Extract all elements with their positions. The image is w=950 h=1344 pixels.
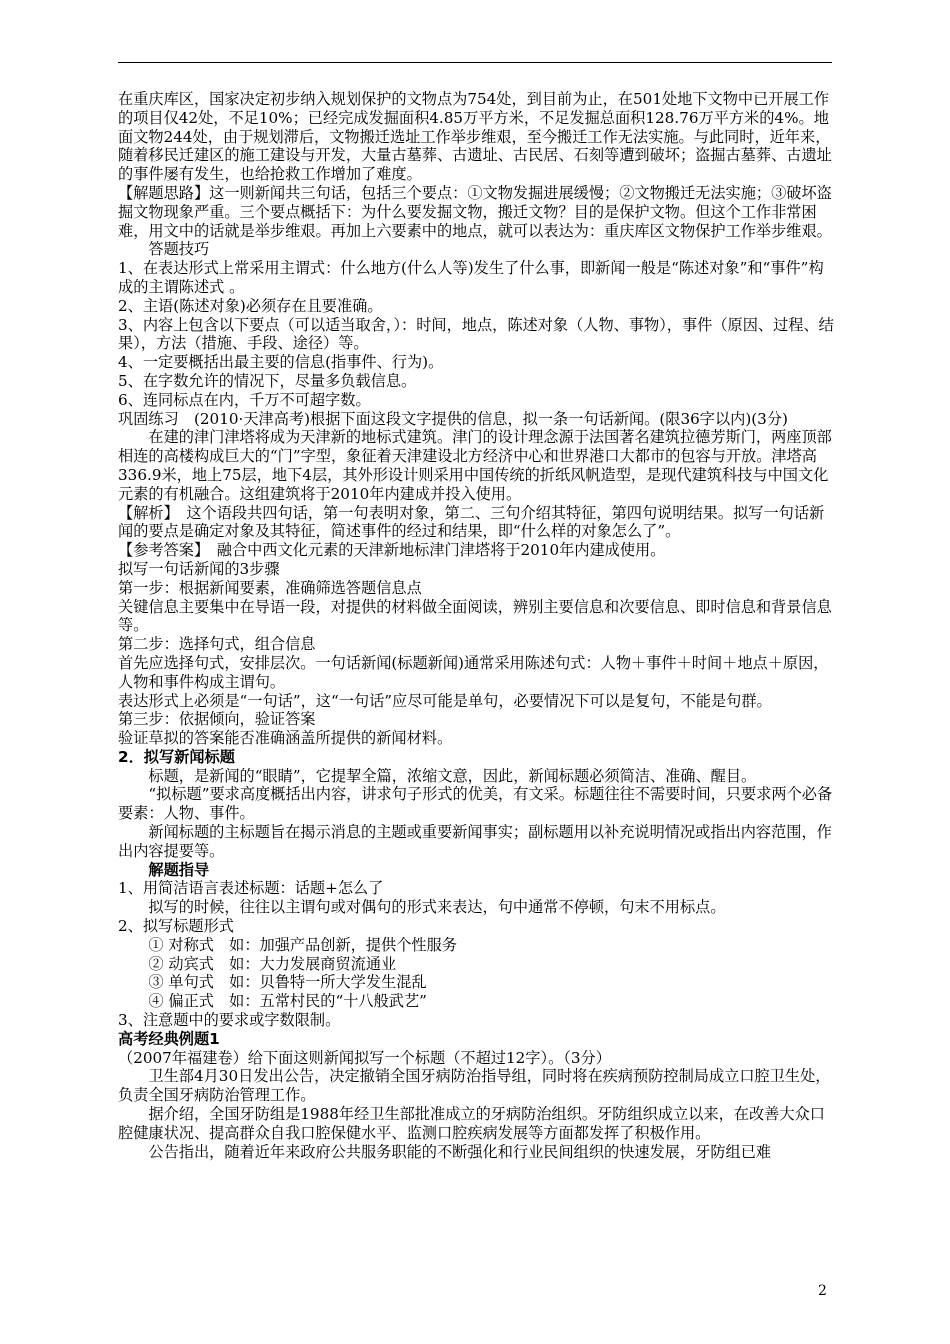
paragraph: ④ 偏正式 如：五常村民的“十八般武艺” bbox=[148, 992, 427, 1011]
paragraph: 标题，是新闻的“眼睛”，它提挈全篇，浓缩文意，因此，新闻标题必须简洁、准确、醒目。 bbox=[148, 766, 757, 785]
paragraph: 【参考答案】 融合中西文化元素的天津新地标津门津塔将于2010年内建成使用。 bbox=[118, 541, 666, 560]
paragraph: “拟标题”要求高度概括出内容，讲求句子形式的优美，有文采。标题往往不需要时间，只要求两个必备要素：人物、事件。 bbox=[118, 785, 833, 823]
paragraph: 1、用简洁语言表述标题：话题+怎么了 bbox=[118, 879, 384, 898]
paragraph: 在重庆库区，国家决定初步纳入规划保护的文物点为754处，到目前为止，在501处地下文物中已开展工作的项目仅42处，不足10%；已经完成发掘面积4.85万平方米，不足发掘总面积128.76万平方米的4%。地面文物244处，由于规划滞后，文物搬迁选址工作举步维艰，至今搬迁工作无法实施。与此同时，近年来，随着移民迁建区的施工建设与开发，大量古墓葬、古遗址、古民居、石刻等遭到破坏；盗掘古墓葬、古遗址的事件屡有发生，也给抢救工作增加了难度。 bbox=[118, 90, 832, 184]
paragraph: 5、在字数允许的情况下，尽量多负载信息。 bbox=[118, 371, 417, 390]
paragraph: 2．拟写新闻标题 bbox=[118, 747, 235, 766]
paragraph: 拟写一句话新闻的3步骤 bbox=[118, 559, 280, 578]
page-number: 2 bbox=[818, 1283, 827, 1299]
paragraph: 第一步：根据新闻要素，准确筛选答题信息点 bbox=[118, 578, 422, 597]
paragraph: 解题指导 bbox=[148, 860, 210, 879]
paragraph: 6、连同标点在内，千万不可超字数。 bbox=[118, 390, 371, 409]
paragraph: 2、主语(陈述对象)必须存在且要准确。 bbox=[118, 296, 383, 315]
document-body bbox=[118, 90, 834, 1161]
header-rule bbox=[118, 62, 832, 63]
paragraph: ② 动宾式 如：大力发展商贸流通业 bbox=[148, 954, 397, 973]
paragraph: 据介绍，全国牙防组是1988年经卫生部批准成立的牙病防治组织。牙防组织成立以来，在改善大众口腔健康状况、提高群众自我口腔保健水平、监测口腔疾病发展等方面都发挥了积极作用。 bbox=[118, 1105, 825, 1142]
paragraph: 3、注意题中的要求或字数限制。 bbox=[118, 1011, 341, 1030]
paragraph: 公告指出，随着近年来政府公共服务职能的不断强化和行业民间组织的快速发展，牙防组已难 bbox=[148, 1142, 772, 1161]
paragraph: 验证草拟的答案能否准确涵盖所提供的新闻材料。 bbox=[118, 729, 453, 748]
paragraph: （2007年福建卷）给下面这则新闻拟写一个标题（不超过12字）。（3分） bbox=[118, 1048, 611, 1067]
paragraph: 在建的津门津塔将成为天津新的地标式建筑。津门的设计理念源于法国著名建筑拉德芳斯门，两座顶部相连的高楼构成巨大的“门”字型，象征着天津建设北方经济中心和世界港口大都市的包容与开放。津塔高336.9米，地上75层，地下4层，其外形设计则采用中国传统的折纸风帆造型，是现代建筑科技与中国文化元素的有机融合。这组建筑将于2010年内建成并投入使用。 bbox=[118, 428, 832, 503]
paragraph: 2、拟写标题形式 bbox=[118, 917, 234, 936]
paragraph: ① 对称式 如：加强产品创新，提供个性服务 bbox=[148, 935, 457, 954]
paragraph: 第二步：选择句式，组合信息 bbox=[118, 635, 316, 654]
paragraph: 新闻标题的主标题旨在揭示消息的主题或重要新闻事实；副标题用以补充说明情况或指出内容范围，作出内容提要等。 bbox=[118, 823, 832, 860]
paragraph: 关键信息主要集中在导语一段，对提供的材料做全面阅读，辨别主要信息和次要信息、即时信息和背景信息等。 bbox=[118, 597, 832, 635]
paragraph: 表达形式上必须是“一句话”，这“一句话”应尽可能是单句，必要情况下可以是复句，不能是句群。 bbox=[118, 691, 772, 710]
paragraph: 【解题思路】这一则新闻共三句话，包括三个要点：①文物发掘进展缓慢；②文物搬迁无法实施；③破坏盗掘文物现象严重。三个要点概括下：为什么要发掘文物，搬迁文物？目的是保护文物。但这个工作非常困难，用文中的话就是举步维艰。再加上六要素中的地点，就可以表达为：重庆库区文物保护工作举步维艰。 bbox=[118, 183, 832, 240]
paragraph: 高考经典例题1 bbox=[118, 1029, 220, 1048]
paragraph: 巩固练习 (2010·天津高考)根据下面这段文字提供的信息，拟一条一句话新闻。(限36字以内)(3分) bbox=[118, 409, 788, 428]
paragraph: 拟写的时候，往往以主谓句或对偶句的形式来表达，句中通常不停顿，句末不用标点。 bbox=[148, 898, 726, 917]
paragraph: 1、在表达形式上常采用主谓式：什么地方(什么人等)发生了什么事，即新闻一般是“陈述对象”和“事件”构成的主谓陈述式 。 bbox=[118, 259, 824, 296]
paragraph: ③ 单句式 如：贝鲁特一所大学发生混乱 bbox=[148, 973, 427, 992]
paragraph: 3、内容上包含以下要点（可以适当取舍，）：时间，地点，陈述对象（人物、事物），事件（原因、过程、结果），方法（措施、手段、途径）等。 bbox=[118, 315, 834, 353]
paragraph: 答题技巧 bbox=[148, 240, 210, 259]
paragraph: 第三步：依据倾向，验证答案 bbox=[118, 710, 316, 729]
paragraph: 【解析】 这个语段共四句话，第一句表明对象，第二、三句介绍其特征，第四句说明结果。拟写一句话新闻的要点是确定对象及其特征，简述事件的经过和结果，即“什么样的对象怎么了”。 bbox=[118, 503, 825, 541]
paragraph: 首先应选择句式，安排层次。一句话新闻(标题新闻)通常采用陈述句式：人物＋事件＋时间＋地点＋原因，人物和事件构成主谓句。 bbox=[118, 653, 829, 691]
paragraph: 4、一定要概括出最主要的信息(指事件、行为)。 bbox=[118, 353, 444, 372]
paragraph: 卫生部4月30日发出公告，决定撤销全国牙病防治指导组，同时将在疾病预防控制局成立口腔卫生处，负责全国牙病防治管理工作。 bbox=[118, 1067, 831, 1105]
